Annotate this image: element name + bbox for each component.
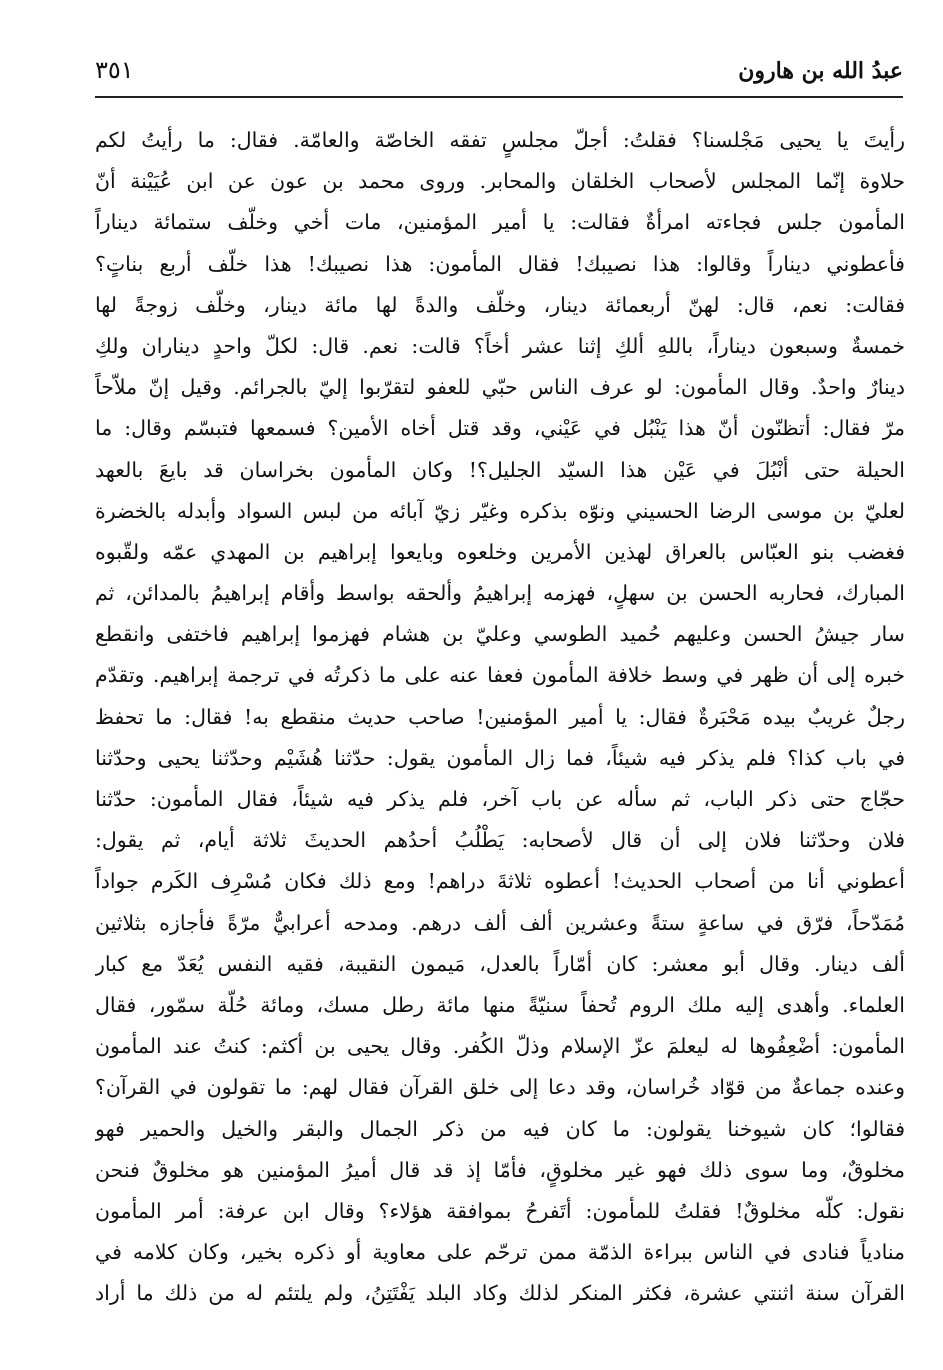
text-line: منادياً فنادى في الناس ببراءة الذمّة ممن ترحّم على معاوية أو ذكره بخير، وكان كلامه في xyxy=(95,1240,905,1265)
text-line: خبره إلى أن ظهر في وسط خلافة المأمون فعفا عنه على ما ذكرتُه في ترجمة إبراهيم. وتقدّم xyxy=(95,663,905,688)
text-line: وعنده جماعةٌ من قوّاد خُراسان، وقد دعا إلى خلق القرآن فقال لهم: ما تقولون في القرآن؟ xyxy=(95,1075,905,1100)
text-line: فقالت: نعم، قال: لهنّ أربعمائة دينار، وخلّف والدةً لها مائة دينار، وخلّف زوجةً لها xyxy=(95,292,905,317)
text-line: القرآن سنة اثنتي عشرة، فكثر المنكر لذلك وكاد البلد يَفْتَتِنُ، ولم يلتئم له من ذلك ما أراد xyxy=(95,1281,905,1306)
text-line: فقالوا؛ كان شيوخنا يقولون: ما كان فيه من ذكر الجمال والبقر والخيل والحمير فهو xyxy=(95,1116,905,1141)
text-line: ألف دينار. وقال أبو معشر: كان أمّاراً بالعدل، مَيمون النقيبة، فقيه النفس يُعَدّ مع كبار xyxy=(95,951,905,976)
text-line: مخلوقٌ، وما سوى ذلك فهو غير مخلوقٍ، فأمّا إذ قد قال أميرُ المؤمنين هو مخلوقٌ فنحن xyxy=(95,1157,905,1182)
text-line: العلماء. وأهدى إليه ملك الروم تُحفاً سنيّةً منها مائة رطل مسك، ومائة حُلّة سمّور، فقال xyxy=(95,992,905,1017)
text-line: أعطوني أنا من أصحاب الحديث! أعطوه ثلاثةَ دراهم! ومع ذلك فكان مُسْرِف الكَرم جواداً xyxy=(95,869,905,894)
page-header xyxy=(95,52,903,92)
text-line: خمسةٌ وسبعون ديناراً، باللهِ ألكِ إثنا عشر أخاً؟ قالت: نعم. قال: لكلّ واحدٍ ديناران ولكِ xyxy=(95,333,905,358)
text-line: المأمون جلس فجاءته امرأةٌ فقالت: يا أمير المؤمنين، مات أخي وخلّف ستمائة ديناراً xyxy=(95,210,905,235)
running-title: عبدُ الله بن هارون xyxy=(738,58,903,84)
text-line: سار جيشُ الحسن وعليهم حُميد الطوسي وعليّ بن هشام فهزموا إبراهيم فاختفى وانقطع xyxy=(95,622,905,647)
text-line: دينارٌ واحدٌ. وقال المأمون: لو عرف الناس حبّي للعفو لتقرّبوا إليّ بالجرائم. وقيل إنّ ملاّحاً xyxy=(95,375,905,400)
text-line: نقول: كلّه مخلوقٌ! فقلتُ للمأمون: أتَفرحُ بموافقة هؤلاء؟ وقال ابن عرفة: أمر المأمون xyxy=(95,1198,905,1223)
text-line: رأيتَ يا يحيى مَجْلسنا؟ فقلتُ: أجلّ مجلسٍ تفقه الخاصّة والعامّة. فقال: ما رأيتُ لكم xyxy=(95,128,905,152)
text-line: فأعطوني ديناراً وقالوا: هذا نصيبك! فقال المأمون: هذا نصيبك! هذا خلّف أربع بناتٍ؟ xyxy=(95,251,905,276)
page-number: ٣٥١ xyxy=(95,56,134,84)
text-line: فلان وحدّثنا فلان إلى أن قال لأصحابه: يَطْلُبُ أحدُهم الحديثَ ثلاثة أيام، ثم يقول: xyxy=(95,828,905,853)
text-line: المأمون: أضْعِفُوها له ليعلمَ عزّ الإسلام وذلّ الكُفر. وقال يحيى بن أكثم: كنتُ عند المأمون xyxy=(95,1034,905,1059)
text-line: مرّ فقال: أتظنّون أنّ هذا يَنْبُل في عَيْني، وقد قتل أخاه الأمين؟ فسمعها فتبسّم وقال: ما xyxy=(95,416,905,441)
body-text xyxy=(95,120,905,1314)
text-line: المبارك، فحاربه الحسن بن سهلٍ، فهزمه إبراهيمُ وألحقه بواسط وأقام إبراهيمُ بالمدائن، ثم xyxy=(95,581,905,606)
text-line: الحيلة حتى أنْبُلَ في عَيْن هذا السيّد الجليل؟! وكان المأمون بخراسان قد بايعَ بالعهد xyxy=(95,457,905,482)
text-line: حجّاج حتى ذكر الباب، ثم سأله عن باب آخر، فلم يذكر فيه شيئاً، فقال المأمون: حدّثنا xyxy=(95,787,905,811)
text-line: رجلٌ غريبٌ بيده مَحْبَرةٌ فقال: يا أمير المؤمنين! صاحب حديث منقطع به! فقال: ما تحفظ xyxy=(95,704,905,729)
text-line: لعليّ بن موسى الرضا الحسيني ونوّه بذكره وغيّر زيّ آبائه من لبس السواد وأبدله بالخضرة xyxy=(95,498,905,523)
text-line: فغضب بنو العبّاس بالعراق لهذين الأمرين وخلعوه وبايعوا إبراهيم بن المهدي عمّه ولقّبوه xyxy=(95,539,905,564)
text-line: مُمَدّحاً، فرّق في ساعةٍ ستةً وعشرين ألف ألف درهم. ومدحه أعرابيٌّ مرّةً فأجازه بثلاثين xyxy=(95,910,905,935)
header-rule xyxy=(95,96,903,98)
text-line: في باب كذا؟ فلم يذكر فيه شيئاً، فما زال المأمون يقول: حدّثنا هُشَيْم وحدّثنا يحيى وحدّثنا xyxy=(95,745,905,770)
text-line: حلاوة إنّما المجلس لأصحاب الخلقان والمحابر. وروى محمد بن عون عن ابن عُيَيْنة أنّ xyxy=(95,169,905,194)
